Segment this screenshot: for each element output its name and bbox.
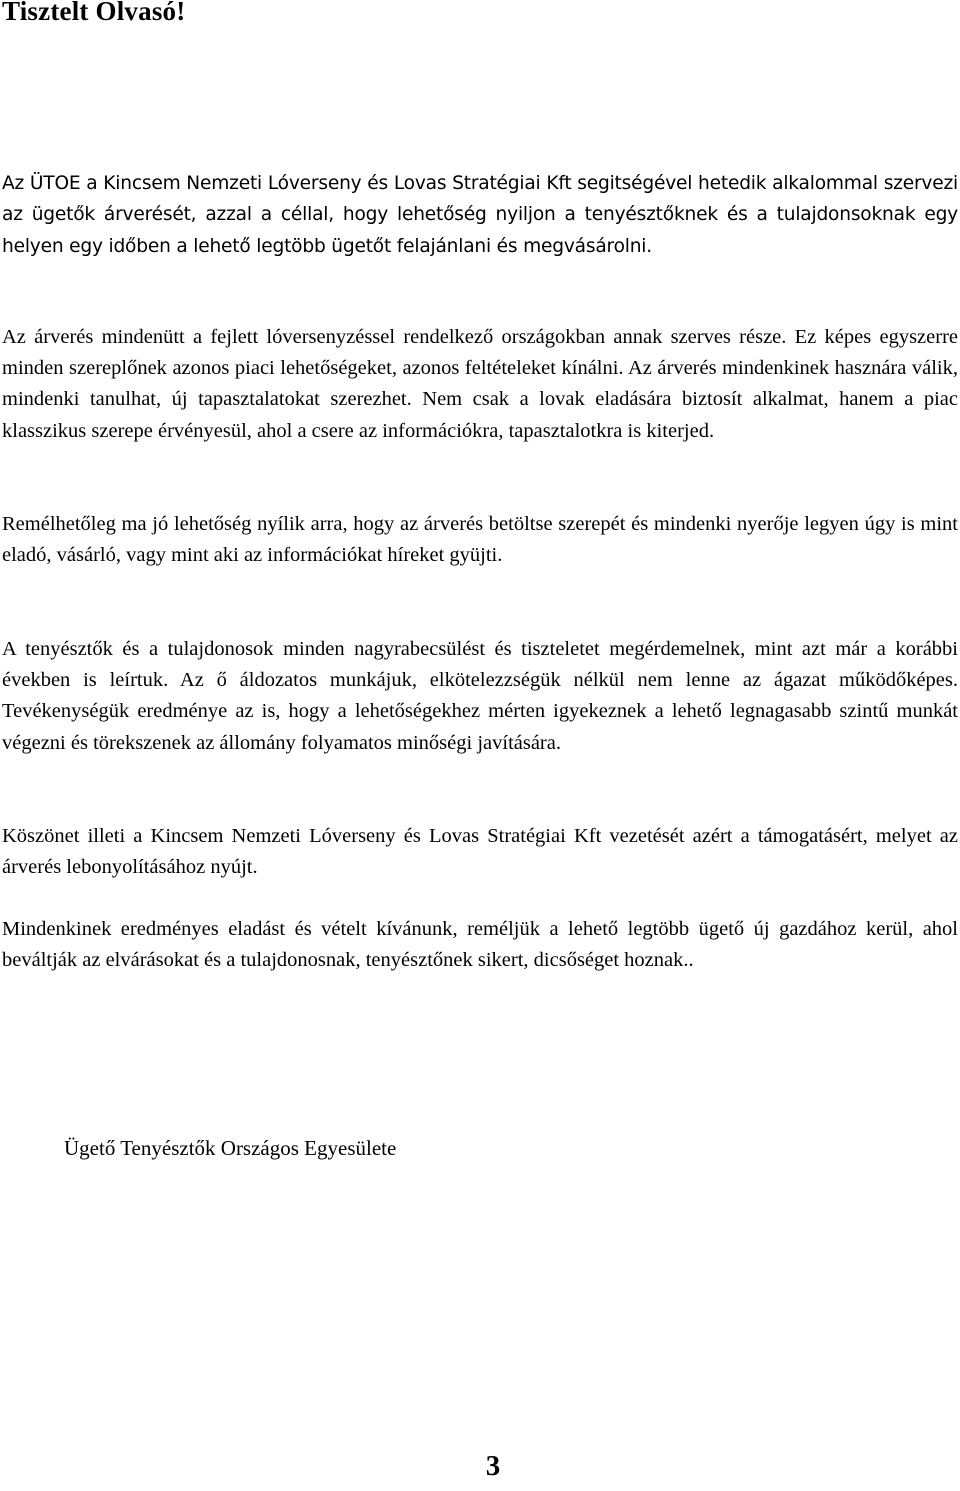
- letter-paragraph: Köszönet illeti a Kincsem Nemzeti Lóverseny és Lovas Stratégiai Kft vezetését azért a támogatásért, melyet az árverés lebonyolításához nyújt.: [2, 825, 958, 879]
- letter-paragraph: Mindenkinek eredményes eladást és vételt kívánunk, reméljük a lehető legtöbb ügető új gazdához kerül, ahol beváltják az elvárásokat és a tulajdonosnak, tenyésztőnek sikert, dicsőséget hoznak..: [2, 918, 958, 972]
- letter-signature: Ügető Tenyésztők Országos Egyesülete: [64, 1136, 397, 1160]
- letter-paragraph: Az árverés mindenütt a fejlett lóversenyzéssel rendelkező országokban annak szerves része. Ez képes egyszerre minden szereplőnek azonos piaci lehetőségeket, azonos feltételeket kínálni. Az árverés mindenkinek hasznára válik, mindenki tanulhat, új tapasztalatokat szerezhet. Nem csak a lovak eladására biztosít alkalmat, hanem a piac klasszikus szerepe érvényesül, ahol a csere az információkra, tapasztalotkra is kiterjed.: [2, 326, 958, 442]
- page-number: 3: [485, 1450, 501, 1482]
- letter-paragraph: Remélhetőleg ma jó lehetőség nyílik arra, hogy az árverés betöltse szerepét és mindenki nyerője legyen úgy is mint eladó, vásárló, vagy mint aki az információkat híreket gyüjti.: [2, 513, 958, 567]
- letter-paragraph: Az ÜTOE a Kincsem Nemzeti Lóverseny és Lovas Stratégiai Kft segitségével hetedik alkalommal szervezi az ügetők árverését, azzal a céllal, hogy lehetőség nyiljon a tenyésztőknek és a tulajdonsoknak egy helyen egy időben a lehető legtöbb ügetőt felajánlani és megvásárolni.: [2, 173, 958, 257]
- letter-paragraph: A tenyésztők és a tulajdonosok minden nagyrabecsülést és tiszteletet megérdemelnek, mint azt már a korábbi években is leírtuk. Az ő áldozatos munkájuk, elkötelezzségük nélkül nem lenne az ágazat működőképes. Tevékenységük eredménye az is, hogy a lehetőségekhez mérten igyekeznek a lehető legnagasabb szintű munkát végezni és törekszenek az állomány folyamatos minőségi javítására.: [2, 638, 958, 754]
- letter-greeting: Tisztelt Olvasó!: [2, 0, 186, 26]
